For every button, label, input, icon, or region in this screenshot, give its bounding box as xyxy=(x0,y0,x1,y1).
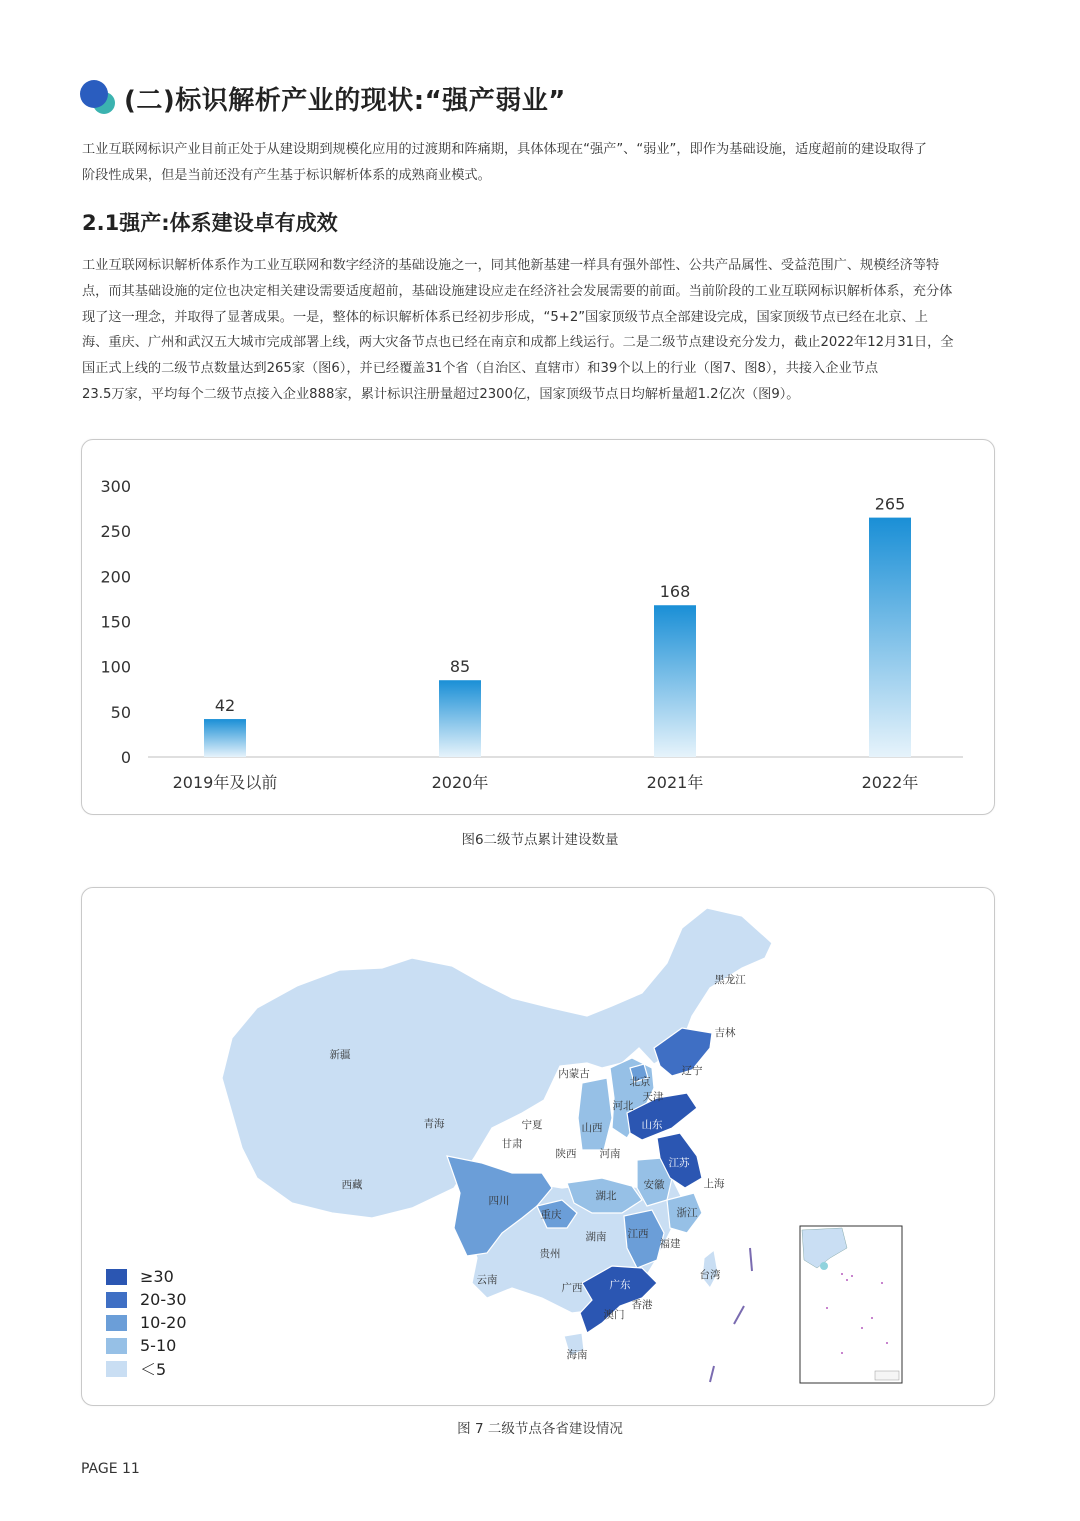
map-legend xyxy=(106,1265,187,1380)
label-xianggang: 香港 xyxy=(631,1299,653,1311)
body-line: 23.5万家，平均每个二级节点接入企业888家，累计标识注册量超过2300亿，国家顶级节点日均解析量超1.2亿次（图9）。 xyxy=(82,386,800,402)
legend-item xyxy=(106,1357,187,1380)
label-beijing: 北京 xyxy=(629,1076,651,1088)
label-taiwan: 台湾 xyxy=(699,1269,721,1281)
label-xizang: 西藏 xyxy=(341,1179,363,1191)
bar-data-label: 265 xyxy=(874,494,906,514)
legend-label: ≥30 xyxy=(140,1267,174,1286)
bar xyxy=(204,719,246,757)
label-tianjin: 天津 xyxy=(642,1091,664,1103)
legend-swatch xyxy=(106,1292,127,1308)
label-shanxi: 山西 xyxy=(581,1122,603,1134)
label-fujian: 福建 xyxy=(659,1238,681,1250)
legend-label: ＜5 xyxy=(140,1360,167,1379)
x-tick-label: 2020年 xyxy=(431,773,489,792)
label-sichuan: 四川 xyxy=(488,1195,510,1207)
intro-paragraph xyxy=(82,137,998,189)
inset-island xyxy=(820,1262,828,1270)
label-ningxia: 宁夏 xyxy=(521,1119,543,1131)
legend-item xyxy=(106,1288,187,1311)
label-shanghai: 上海 xyxy=(703,1178,725,1190)
legend-swatch xyxy=(106,1315,127,1331)
x-tick-label: 2021年 xyxy=(646,773,704,792)
body-paragraph xyxy=(82,253,998,408)
label-qinghai: 青海 xyxy=(423,1118,445,1130)
bar xyxy=(654,605,696,757)
y-tick-label: 250 xyxy=(100,522,131,542)
region-shanxi xyxy=(578,1078,612,1150)
bar xyxy=(869,518,911,757)
title-bullet-icon xyxy=(80,80,108,108)
label-aomen: 澳门 xyxy=(603,1309,625,1321)
label-jiangxi: 江西 xyxy=(627,1228,649,1240)
label-shandong: 山东 xyxy=(641,1119,663,1131)
legend-swatch xyxy=(106,1361,127,1377)
body-line: 海、重庆、广州和武汉五大城市完成部署上线，两大灾备节点也已经在南京和成都上线运行。二是二级节点建设充分发力，截止2022年12月31日，全 xyxy=(82,335,954,351)
label-zhejiang: 浙江 xyxy=(676,1207,698,1219)
bar-data-label: 168 xyxy=(659,582,691,602)
sea-dash xyxy=(750,1248,752,1271)
label-guangdong: 广东 xyxy=(609,1279,631,1291)
y-tick-label: 100 xyxy=(100,657,131,677)
y-tick-label: 50 xyxy=(110,702,131,722)
label-chongqing: 重庆 xyxy=(540,1209,562,1221)
body-line: 工业互联网标识解析体系作为工业互联网和数字经济的基础设施之一，同其他新基建一样具有强外部性、公共产品属性、受益范围广、规模经济等特 xyxy=(82,258,940,273)
label-gansu: 甘肃 xyxy=(501,1138,523,1150)
china-map xyxy=(82,888,994,1405)
subsection-title: 2.1强产:体系建设卓有成效 xyxy=(82,211,338,235)
legend-label: 20-30 xyxy=(140,1290,187,1309)
sea-dash xyxy=(734,1306,744,1324)
legend-swatch xyxy=(106,1338,127,1354)
label-jiangsu: 江苏 xyxy=(668,1157,690,1169)
label-anhui: 安徽 xyxy=(643,1179,665,1191)
section-title: (二)标识解析产业的现状:“强产弱业” xyxy=(124,86,566,116)
legend-label: 5-10 xyxy=(140,1336,177,1355)
page-number: PAGE 11 xyxy=(81,1461,140,1477)
label-heilongjiang: 黑龙江 xyxy=(714,974,746,986)
x-tick-label: 2019年及以前 xyxy=(172,773,278,792)
map-card xyxy=(81,887,995,1406)
legend-swatch xyxy=(106,1269,127,1285)
legend-label: 10-20 xyxy=(140,1313,187,1332)
figure-7-caption: 图 7 二级节点各省建设情况 xyxy=(457,1421,623,1437)
inset-scale-box xyxy=(875,1371,899,1380)
label-neimenggu: 内蒙古 xyxy=(558,1068,590,1080)
label-henan: 河南 xyxy=(599,1148,621,1160)
y-tick-label: 150 xyxy=(100,612,131,632)
label-hebei: 河北 xyxy=(612,1100,634,1112)
label-hubei: 湖北 xyxy=(595,1190,617,1202)
bar-chart-card xyxy=(81,439,995,815)
bar-chart xyxy=(82,440,994,814)
legend-item xyxy=(106,1334,187,1357)
intro-line: 阶段性成果，但是当前还没有产生基于标识解析体系的成熟商业模式。 xyxy=(82,167,491,183)
sea-dash xyxy=(710,1366,714,1382)
y-tick-label: 200 xyxy=(100,567,131,587)
x-tick-label: 2022年 xyxy=(861,773,919,792)
bar-data-label: 85 xyxy=(449,657,471,677)
y-tick-label: 0 xyxy=(120,748,131,767)
body-line: 现了这一理念，并取得了显著成果。一是，整体的标识解析体系已经初步形成，“5+2”国家顶级节点全部建设完成，国家顶级节点已经在北京、上 xyxy=(82,309,928,325)
label-yunnan: 云南 xyxy=(476,1274,498,1286)
label-guangxi: 广西 xyxy=(561,1282,583,1294)
label-liaoning: 辽宁 xyxy=(681,1065,703,1077)
legend-item xyxy=(106,1311,187,1334)
legend-item xyxy=(106,1265,187,1288)
label-hunan: 湖南 xyxy=(585,1231,607,1243)
y-tick-label: 300 xyxy=(100,477,131,496)
intro-line: 工业互联网标识产业目前正处于从建设期到规模化应用的过渡期和阵痛期，具体体现在“强产”、“弱业”，即作为基础设施，适度超前的建设取得了 xyxy=(82,142,927,157)
body-line: 点，而其基础设施的定位也决定相关建设需要适度超前，基础设施建设应走在经济社会发展需要的前面。当前阶段的工业互联网标识解析体系，充分体 xyxy=(82,283,953,299)
label-guizhou: 贵州 xyxy=(539,1248,561,1260)
label-hainan: 海南 xyxy=(566,1349,588,1361)
figure-6-caption: 图6二级节点累计建设数量 xyxy=(461,832,619,848)
label-shaanxi: 陕西 xyxy=(555,1148,577,1160)
label-jilin: 吉林 xyxy=(714,1027,736,1039)
body-line: 国正式上线的二级节点数量达到265家（图6），并已经覆盖31个省（自治区、直辖市）和39个以上的行业（图7、图8），共接入企业节点 xyxy=(82,361,879,377)
label-xinjiang: 新疆 xyxy=(329,1049,351,1061)
bar xyxy=(439,680,481,757)
bar-data-label: 42 xyxy=(214,696,236,716)
